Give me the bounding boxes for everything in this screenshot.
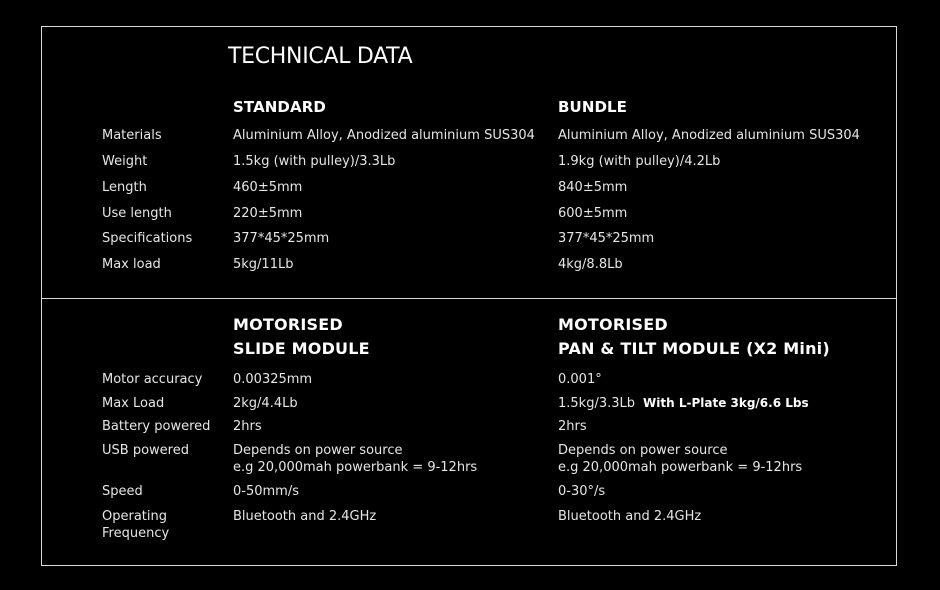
standard-weight: 1.5kg (with pulley)/3.3Lb [233,154,396,169]
standard-specifications: 377*45*25mm [233,231,330,246]
standard-use-length: 220±5mm [233,206,303,221]
row-label-specifications: Specifications [102,231,193,246]
bundle-column-title: BUNDLE [558,98,628,116]
slide-module-title-line2: SLIDE MODULE [233,339,370,358]
slide-usb-powered-line2: e.g 20,000mah powerbank = 9-12hrs [233,460,478,475]
row-label-max-load-motorised: Max Load [102,396,165,411]
standard-max-load: 5kg/11Lb [233,257,294,272]
pan-usb-powered-line1: Depends on power source [558,443,728,458]
slide-module-title [233,313,370,361]
bundle-length: 840±5mm [558,180,628,195]
row-label-max-load: Max load [102,257,161,272]
bundle-weight: 1.9kg (with pulley)/4.2Lb [558,154,721,169]
slide-speed: 0-50mm/s [233,484,299,499]
row-label-operating-frequency [102,508,169,542]
row-label-use-length: Use length [102,206,172,221]
row-label-battery-powered: Battery powered [102,419,211,434]
pan-battery-powered: 2hrs [558,419,587,434]
row-label-operating-frequency-line1: Operating [102,509,167,524]
slide-module-title-line1: MOTORISED [233,315,343,334]
slide-max-load: 2kg/4.4Lb [233,396,298,411]
pan-operating-frequency: Bluetooth and 2.4GHz [558,509,702,524]
slide-usb-powered [233,442,477,476]
bundle-max-load: 4kg/8.8Lb [558,257,623,272]
standard-column-title: STANDARD [233,98,326,116]
slide-battery-powered: 2hrs [233,419,262,434]
pan-max-load: 1.5kg/3.3Lb [558,396,636,411]
row-label-motor-accuracy: Motor accuracy [102,372,203,387]
bundle-use-length: 600±5mm [558,206,628,221]
slide-usb-powered-line1: Depends on power source [233,443,403,458]
row-label-usb-powered: USB powered [102,443,189,458]
slide-motor-accuracy: 0.00325mm [233,372,313,387]
row-label-length: Length [102,180,147,195]
row-label-materials: Materials [102,128,162,143]
spec-frame [41,26,897,566]
standard-materials: Aluminium Alloy, Anodized aluminium SUS304 [233,128,535,143]
pan-tilt-module-title-line1: MOTORISED [558,315,668,334]
pan-usb-powered [558,442,802,476]
bundle-specifications: 377*45*25mm [558,231,655,246]
row-label-operating-frequency-line2: Frequency [102,526,170,541]
pan-max-load-l-plate: With L-Plate 3kg/6.6 Lbs [643,396,809,410]
pan-max-load-cell [558,395,809,412]
page-title: TECHNICAL DATA [228,44,413,69]
bundle-materials: Aluminium Alloy, Anodized aluminium SUS304 [558,128,860,143]
slide-operating-frequency: Bluetooth and 2.4GHz [233,509,377,524]
section-divider [42,298,896,299]
pan-speed: 0-30°/s [558,484,606,499]
pan-usb-powered-line2: e.g 20,000mah powerbank = 9-12hrs [558,460,803,475]
pan-motor-accuracy: 0.001° [558,372,602,387]
row-label-speed: Speed [102,484,143,499]
row-label-weight: Weight [102,154,148,169]
pan-tilt-module-title [558,313,830,361]
standard-length: 460±5mm [233,180,303,195]
pan-tilt-module-title-line2: PAN & TILT MODULE (X2 Mini) [558,339,830,358]
